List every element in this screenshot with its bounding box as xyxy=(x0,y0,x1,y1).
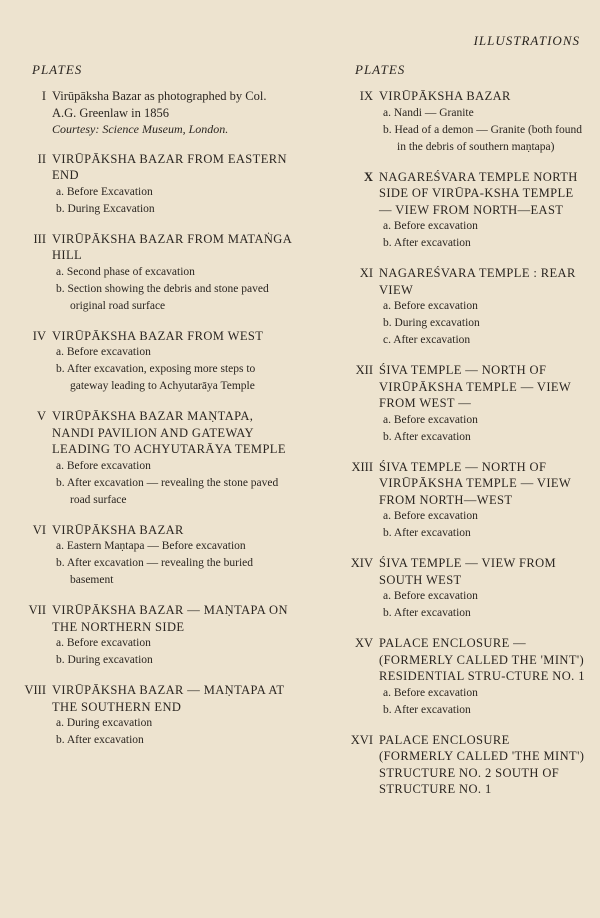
plate-entry xyxy=(18,151,293,218)
plate-number: XII xyxy=(355,363,373,377)
plate-subitem: b. Section showing the debris and stone paved original road surface xyxy=(56,282,269,312)
plate-title: PALACE ENCLOSURE (FORMERLY CALLED 'THE MINT') STRUCTURE NO. 2 SOUTH OF STRUCTURE NO. 1 xyxy=(379,732,585,796)
plate-subitem: b. After excavation xyxy=(383,607,471,619)
plate-subitem: a. Before excavation xyxy=(383,590,478,602)
plate-number: II xyxy=(37,151,46,166)
plate-number: XV xyxy=(354,636,373,650)
plate-title: ŚIVA TEMPLE — NORTH OF VIRŪPĀKSHA TEMPLE — VIEW FROM WEST — xyxy=(379,363,571,410)
plate-subitem: b. During excavation xyxy=(383,317,480,329)
plate-entry xyxy=(337,362,587,446)
plate-body xyxy=(52,682,293,749)
plate-body xyxy=(379,362,587,446)
plate-title: VIRŪPĀKSHA BAZAR — MAṆTAPA ON THE NORTHERN SIDE xyxy=(52,603,288,634)
plate-number: VII xyxy=(28,603,46,617)
plate-body xyxy=(379,555,587,622)
plate-number: VI xyxy=(32,522,46,537)
plate-entry xyxy=(18,328,293,396)
plate-title: VIRŪPĀKSHA BAZAR xyxy=(379,89,511,103)
left-plate-list xyxy=(18,88,293,749)
plate-number: VIII xyxy=(24,683,46,697)
plate-subitem: a. Before excavation xyxy=(56,637,151,649)
plate-title: VIRŪPĀKSHA BAZAR xyxy=(52,522,184,537)
plate-body xyxy=(379,265,587,349)
left-column xyxy=(18,62,293,762)
plate-subitem: a. Eastern Maṇtapa — Before excavation xyxy=(56,540,246,552)
plate-entry xyxy=(337,169,587,253)
plate-body xyxy=(52,602,293,669)
plate-subitem: a. Before excavation xyxy=(56,346,151,358)
plate-title: VIRŪPĀKSHA BAZAR FROM MATAṄGA HILL xyxy=(52,231,292,262)
right-column xyxy=(337,62,587,811)
plate-title: ŚIVA TEMPLE — NORTH OF VIRŪPĀKSHA TEMPLE — VIEW FROM NORTH—WEST xyxy=(379,459,571,507)
plate-title: VIRŪPĀKSHA BAZAR MAṆTAPA, NANDI PAVILION AND GATEWAY LEADING TO ACHYUTARĀYA TEMPLE xyxy=(52,409,286,456)
plate-subitem: a. During excavation xyxy=(56,717,153,729)
plate-entry xyxy=(337,265,587,349)
plate-subitem: c. After excavation xyxy=(383,334,471,346)
plate-subitem: a. Before excavation xyxy=(383,510,478,522)
plate-number: X xyxy=(363,169,373,184)
plate-number: I xyxy=(41,89,46,103)
plate-subitem: b. After excavation xyxy=(383,527,471,539)
plate-number: IX xyxy=(359,89,373,103)
plate-subitem: a. Before excavation xyxy=(383,300,478,312)
plate-title: VIRŪPĀKSHA BAZAR FROM WEST xyxy=(52,328,264,343)
plate-subitem: b. After excavation — revealing the stone paved road surface xyxy=(56,476,279,506)
plate-subitem: b. During Excavation xyxy=(56,202,155,215)
plate-body xyxy=(52,151,293,218)
plate-body xyxy=(52,522,293,590)
plate-entry xyxy=(337,635,587,719)
plate-title: VIRŪPĀKSHA BAZAR FROM EASTERN END xyxy=(52,151,287,182)
plate-subitem: a. Before excavation xyxy=(383,686,478,699)
plate-credit: Courtesy: Science Museum, London. xyxy=(52,122,229,136)
plate-subitem: b. After excavation xyxy=(56,734,144,746)
plate-subitem: a. Nandi — Granite xyxy=(383,106,474,119)
plate-body xyxy=(379,459,587,543)
plate-subitem: a. Before excavation xyxy=(383,220,478,232)
plate-entry xyxy=(18,88,293,138)
plate-subitem: a. Before excavation xyxy=(383,413,478,426)
plate-subitem: a. Second phase of excavation xyxy=(56,265,195,278)
page-header: ILLUSTRATIONS xyxy=(473,33,580,48)
left-column-heading: PLATES xyxy=(32,62,83,77)
plate-entry xyxy=(18,602,293,669)
plate-number: V xyxy=(36,409,46,423)
plate-entry xyxy=(337,732,587,798)
plate-entry xyxy=(18,522,293,590)
plate-number: XIII xyxy=(351,459,373,474)
plate-body xyxy=(379,169,587,253)
plate-title: VIRŪPĀKSHA BAZAR — MAṆTAPA AT THE SOUTHERN END xyxy=(52,683,285,714)
plate-body xyxy=(379,635,587,719)
plate-number: XVI xyxy=(350,732,373,747)
plate-title: NAGAREŚVARA TEMPLE : REAR VIEW xyxy=(379,266,576,297)
plate-number: III xyxy=(33,231,46,246)
plate-subitem: b. After excavation xyxy=(383,430,471,443)
plate-body xyxy=(379,88,587,156)
plate-title: PALACE ENCLOSURE — (FORMERLY CALLED THE 'MINT') RESIDENTIAL STRU-CTURE NO. 1 xyxy=(379,636,585,683)
plate-body xyxy=(52,408,293,509)
plate-body xyxy=(379,732,587,798)
plate-number: XI xyxy=(359,266,373,280)
plate-entry xyxy=(18,408,293,509)
plate-title: ŚIVA TEMPLE — VIEW FROM SOUTH WEST xyxy=(379,556,557,587)
plate-subitem: b. After excavation xyxy=(383,237,471,249)
plate-subitem: b. After excavation xyxy=(383,703,471,716)
plate-subitem: b. After excavation, exposing more steps to gateway leading to Achyutarāya Temple xyxy=(56,363,256,392)
plate-subitem: b. After excavation — revealing the buried basement xyxy=(56,557,254,586)
plate-subitem: a. Before excavation xyxy=(56,459,151,472)
plate-title: Virūpāksha Bazar as photographed by Col. A.G. Greenlaw in 1856 xyxy=(52,89,267,120)
plate-entry xyxy=(18,231,293,315)
plate-subitem: b. Head of a demon — Granite (both found in the debris of southern maṇtapa) xyxy=(383,123,582,153)
plate-body xyxy=(52,231,293,315)
plate-subitem: b. During excavation xyxy=(56,654,153,666)
right-plate-list xyxy=(337,88,587,798)
plate-entry xyxy=(18,682,293,749)
plate-body xyxy=(52,328,293,396)
plate-entry xyxy=(337,555,587,622)
plate-entry xyxy=(337,88,587,156)
plate-title: NAGAREŚVARA TEMPLE NORTH SIDE OF VIRŪPA-KSHA TEMPLE — VIEW FROM NORTH—EAST xyxy=(379,169,578,217)
plate-subitem: a. Before Excavation xyxy=(56,185,153,198)
plate-body xyxy=(52,88,293,138)
plate-entry xyxy=(337,459,587,543)
right-column-heading: PLATES xyxy=(355,62,406,77)
plate-number: IV xyxy=(32,328,46,343)
plate-number: XIV xyxy=(350,556,373,570)
